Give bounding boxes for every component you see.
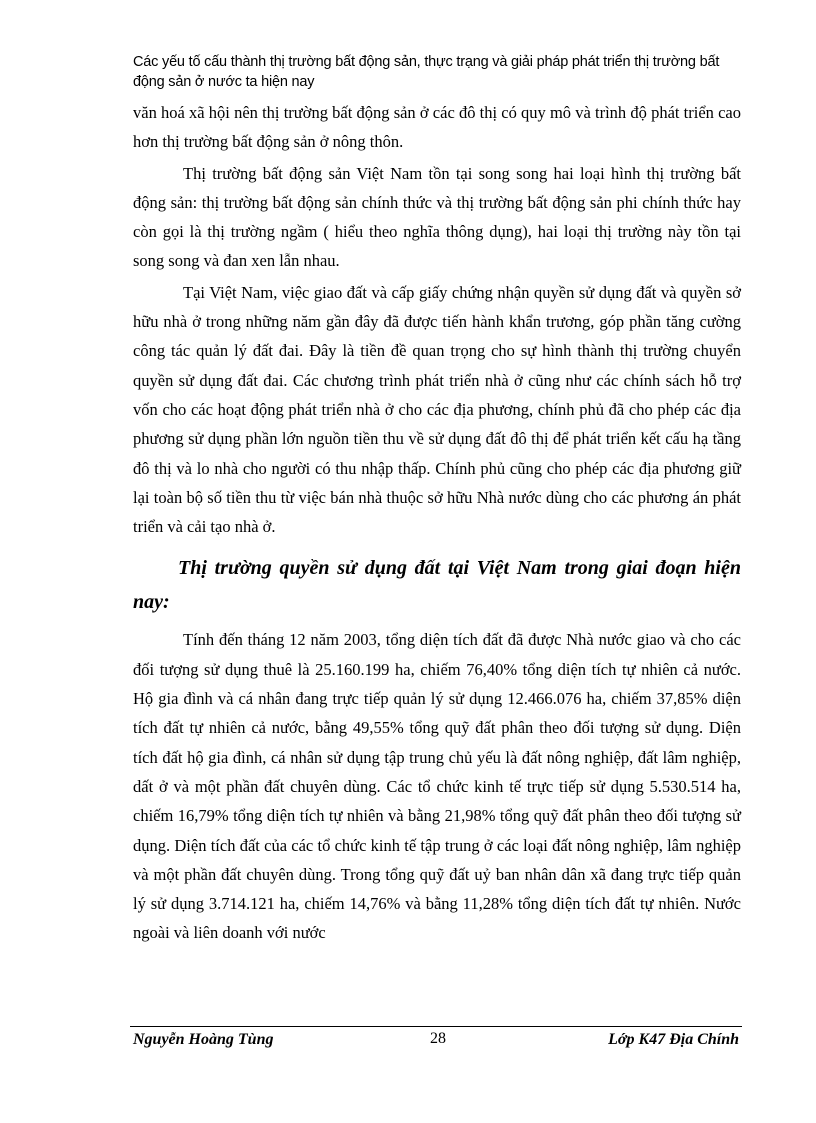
page-number: 28 (430, 1030, 446, 1047)
footer-class: Lớp K47 Địa Chính (608, 1031, 739, 1048)
running-header: Các yếu tố cấu thành thị trường bất động sản, thực trạng và giải pháp phát triển thị trường bất động sản ở nước ta hiện nay (133, 54, 720, 90)
body-text (133, 98, 741, 948)
section-heading: Thị trường quyền sử dụng đất tại Việt Nam trong giai đoạn hiện nay: (133, 557, 741, 614)
paragraph-land-statistics: Tính đến tháng 12 năm 2003, tổng diện tích đất đã được Nhà nước giao và cho các đối tượng sử dụng thuê là 25.160.199 ha, chiếm 76,40% tổng diện tích tự nhiên cả nước. Hộ gia đình và cá nhân đang trực tiếp quản lý sử dụng 12.466.076 ha, chiếm 37,85% diện tích đất tự nhiên cả nước, bằng 49,55% tổng quỹ đất phân theo đối tượng sử dụng. Diện tích đất hộ gia đình, cá nhân sử dụng tập trung chủ yếu là đất nông nghiệp, đất lâm nghiệp, dất ở và một phần đất chuyên dùng. Các tổ chức kinh tế trực tiếp sử dụng 5.530.514 ha, chiếm 16,79% tổng diện tích tự nhiên và bằng 21,98% tổng quỹ đất phân theo đối tượng sử dụng. Diện tích đất của các tổ chức kinh tế tập trung ở các loại đất nông nghiệp, lâm nghiệp và một phần đất chuyên dùng. Trong tổng quỹ đất uỷ ban nhân dân xã đang trực tiếp quản lý sử dụng 3.714.121 ha, chiếm 14,76% và bằng 11,28% tổng diện tích đất tự nhiên. Nước ngoài và liên doanh với nước (133, 630, 741, 943)
footer-divider (130, 1026, 742, 1027)
paragraph-land-allocation: Tại Việt Nam, việc giao đất và cấp giấy chứng nhận quyền sử dụng đất và quyền sở hữu nhà ở trong những năm gần đây đã được tiến hành khẩn trương, góp phần tăng cường công tác quản lý đất đai. Đây là tiền đề quan trọng cho sự hình thành thị trường chuyển quyền sử dụng đất đai. Các chương trình phát triển nhà ở cũng như các chính sách hỗ trợ vốn cho các hoạt động phát triển nhà ở cho các địa phương, chính phủ đã cho phép các địa phương sử dụng phần lớn nguồn tiền thu về sử dụng đất đô thị để phát triển kết cấu hạ tầng đô thị và lo nhà cho người có thu nhập thấp. Chính phủ cũng cho phép các địa phương giữ lại toàn bộ số tiền thu từ việc bán nhà thuộc sở hữu Nhà nước dùng cho các phương án phát triển và cải tạo nhà ở. (133, 282, 741, 537)
page-footer (133, 1031, 739, 1055)
paragraph-continuation: văn hoá xã hội nên thị trường bất động sản ở các đô thị có quy mô và trình độ phát triển cao hơn thị trường bất động sản ở nông thôn. (133, 103, 741, 152)
footer-author: Nguyễn Hoàng Tùng (133, 1031, 274, 1048)
paragraph-market-types: Thị trường bất động sản Việt Nam tồn tại song song hai loại hình thị trường bất động sản: thị trường bất động sản chính thức và thị trường bất động sản phi chính thức hay còn gọi là thị trường ngầm ( hiểu theo nghĩa thông dụng), hai loại thị trường này tồn tại song song và đan xen lẫn nhau. (133, 163, 741, 271)
